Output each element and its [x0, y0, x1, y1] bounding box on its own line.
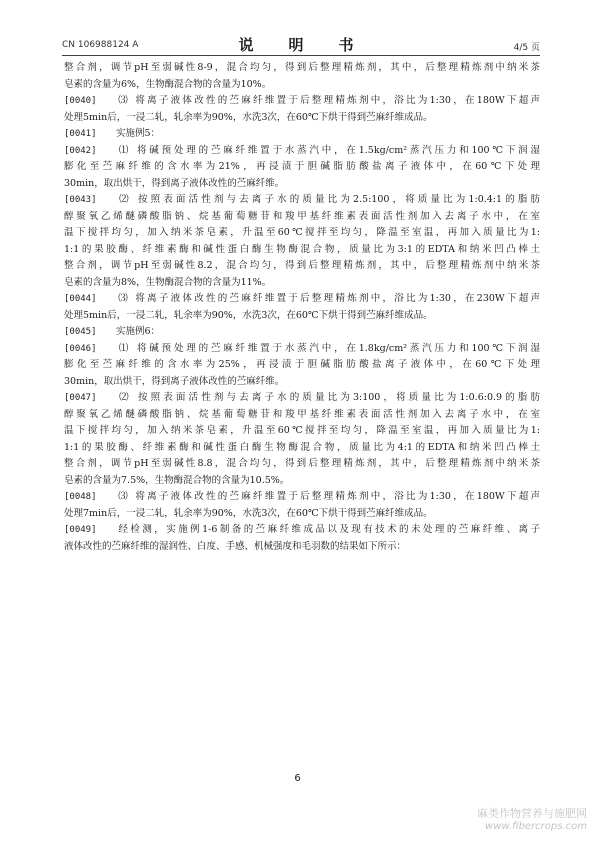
paragraph-line [64, 407, 540, 424]
paragraph-text: 实施例5： [116, 128, 161, 139]
paragraph-text: 醇聚氧乙烯醚磷酸脂钠、烷基葡萄糖苷和羧甲基纤维素表面活性剂加入去离子水中，在室 [64, 210, 540, 222]
paragraph-line [64, 126, 540, 143]
paragraph-line [64, 176, 540, 193]
paragraph-line [64, 324, 540, 341]
paragraph-line [64, 143, 540, 160]
paragraph-text: 温下搅拌均匀，加入纳米茶皂素，升温至60℃搅拌至均匀，降温至室温，再加入质量比为1: [64, 425, 540, 436]
paragraph-line [64, 225, 540, 242]
paragraph-number: [0049] [64, 525, 97, 535]
paragraph-number: [0047] [64, 393, 97, 403]
paragraph-line [64, 77, 540, 94]
paragraph-text: 皂素的含量为7.5%，生物酶混合物的含量为10.5%。 [64, 474, 290, 486]
paragraph-line [64, 242, 540, 259]
page-header [62, 34, 540, 52]
paragraph-line [64, 93, 540, 110]
paragraph-text: 处理5min后，一浸二轧，轧余率为90%，水洗3次，在60℃下烘干得到苎麻纤维成品。 [64, 309, 433, 321]
paragraph-line [64, 522, 540, 539]
paragraph-line [64, 539, 540, 556]
paragraph-text: 1:1的果胶酶、纤维素酶和碱性蛋白酶生物酶混合物，质量比为3:1的EDTA和纳米凹凸棒土 [64, 243, 540, 255]
paragraph-number: [0045] [64, 327, 97, 337]
paragraph-number: [0040] [64, 96, 97, 106]
paragraph-text: 整合剂，调节pH至弱碱性8.8，混合均匀，得到后整理精炼剂，其中，后整理精炼剂中纳米茶 [64, 458, 540, 469]
paragraph-number: [0044] [64, 294, 97, 304]
paragraph-text: 1:1的果胶酶、纤维素酶和碱性蛋白酶生物酶混合物，质量比为4:1的EDTA和纳米凹凸棒土 [64, 441, 540, 453]
paragraph-text: 处理5min后，一浸二轧，轧余率为90%，水洗3次，在60℃下烘干得到苎麻纤维成品。 [64, 111, 433, 123]
paragraph-line [64, 390, 540, 407]
paragraph-number: [0042] [64, 145, 97, 156]
paragraph-line [64, 159, 540, 176]
paragraph-line [64, 110, 540, 127]
paragraph-text: ⑵ 按照表面活性剂与去离子水的质量比为3:100，将质量比为1:0.6:0.9的脂肪 [116, 392, 540, 403]
paragraph-text: 30min，取出烘干，得到离子液体改性的苎麻纤维。 [64, 375, 285, 387]
paragraph-text: 30min，取出烘干，得到离子液体改性的苎麻纤维。 [64, 177, 285, 189]
paragraph-text: 整合剂，调节pH至弱碱性8.2，混合均匀，得到后整理精炼剂，其中，后整理精炼剂中纳米茶 [64, 260, 540, 271]
paragraph-line [64, 192, 540, 209]
paragraph-line [64, 291, 540, 308]
paragraph-text: 醇聚氧乙烯醚磷酸脂钠、烷基葡萄糖苷和羧甲基纤维素表面活性剂加入去离子水中，在室 [64, 408, 540, 420]
document-body [64, 60, 540, 555]
paragraph-text: ⑶ 将离子液体改性的苎麻纤维置于后整理精炼剂中，浴比为1:30，在230W下超声 [116, 293, 540, 304]
paragraph-line [64, 473, 540, 490]
patent-number: CN 106988124 A [62, 40, 139, 50]
paragraph-line [64, 341, 540, 358]
paragraph-line [64, 506, 540, 523]
paragraph-line [64, 308, 540, 325]
watermark-url: www.fibercrops.com [485, 821, 587, 832]
paragraph-line [64, 489, 540, 506]
paragraph-text: 膨化至苎麻纤维的含水率为25%，再浸渍于胆碱脂肪酸盐离子液体中，在60℃下处理 [64, 359, 540, 370]
paragraph-number: [0041] [64, 129, 97, 139]
paragraph-number: [0043] [64, 195, 97, 205]
paragraph-line [64, 258, 540, 275]
paragraph-text: ⑵ 按照表面活性剂与去离子水的质量比为2.5:100，将质量比为1:0.4:1的脂肪 [116, 194, 540, 205]
paragraph-line [64, 275, 540, 292]
paragraph-text: 温下搅拌均匀，加入纳米茶皂素，升温至60℃搅拌至均匀，降温至室温，再加入质量比为1: [64, 227, 540, 238]
paragraph-text: 皂素的含量为6%，生物酶混合物的含量为10%。 [64, 78, 272, 90]
paragraph-text: ⑴ 将碱预处理的苎麻纤维置于水蒸汽中，在1.5kg/cm²蒸汽压力和100℃下润湿 [116, 144, 540, 156]
paragraph-line [64, 209, 540, 226]
paragraph-line [64, 456, 540, 473]
paragraph-text: 经检测，实施例1-6制备的苎麻纤维成品以及现有技术的未处理的苎麻纤维、离子 [116, 524, 540, 535]
paragraph-text: 实施例6： [116, 326, 161, 337]
page-indicator: 4/5 页 [513, 43, 540, 53]
paragraph-line [64, 357, 540, 374]
paragraph-number: [0046] [64, 343, 97, 354]
paragraph-text: 处理7min后，一浸二轧，轧余率为90%，水洗3次，在60℃下烘干得到苎麻纤维成品。 [64, 507, 433, 519]
page-number: 6 [294, 773, 301, 784]
document-title: 说 明 书 [238, 36, 364, 54]
paragraph-text: 液体改性的苎麻纤维的湿润性、白度、手感、机械强度和毛羽数的结果如下所示： [64, 540, 407, 552]
paragraph-text: ⑴ 将碱预处理的苎麻纤维置于水蒸汽中，在1.8kg/cm²蒸汽压力和100℃下润湿 [116, 342, 540, 354]
paragraph-text: 皂素的含量为8%，生物酶混合物的含量为11%。 [64, 276, 272, 288]
site-watermark [477, 807, 587, 833]
paragraph-text: 膨化至苎麻纤维的含水率为21%，再浸渍于胆碱脂肪酸盐离子液体中，在60℃下处理 [64, 161, 540, 172]
watermark-site-name: 麻类作物营养与施肥网 [477, 807, 587, 820]
paragraph-text: ⑶ 将离子液体改性的苎麻纤维置于后整理精炼剂中，浴比为1:30，在180W下超声 [116, 491, 540, 502]
paragraph-line [64, 374, 540, 391]
paragraph-line [64, 440, 540, 457]
paragraph-number: [0048] [64, 492, 97, 502]
paragraph-text: 整合剂，调节pH至弱碱性8-9，混合均匀，得到后整理精炼剂，其中，后整理精炼剂中纳米茶 [64, 62, 540, 73]
paragraph-text: ⑶ 将离子液体改性的苎麻纤维置于后整理精炼剂中，浴比为1:30，在180W下超声 [116, 95, 540, 106]
paragraph-line [64, 60, 540, 77]
header-divider [62, 55, 540, 56]
paragraph-line [64, 423, 540, 440]
